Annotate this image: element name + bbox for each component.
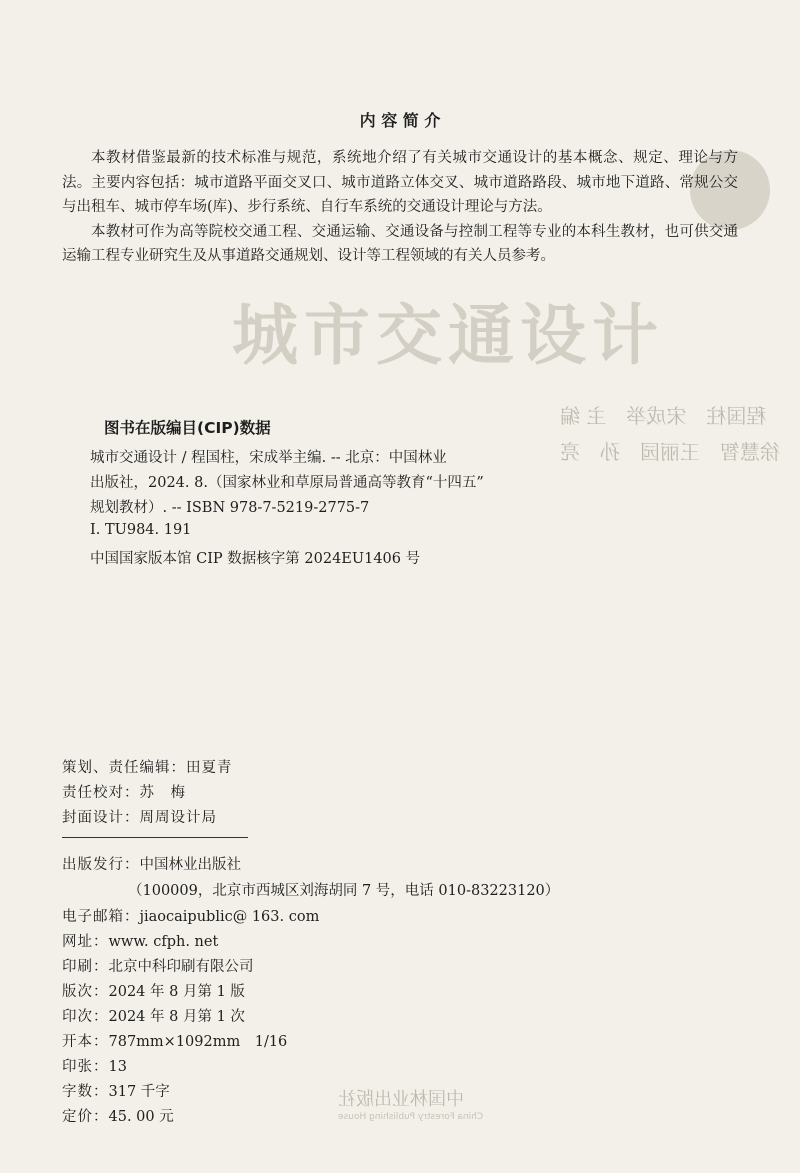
impression-value: 2024 年 8 月第 1 次 <box>108 1009 245 1025</box>
show-through-publisher-cn: 中国林业出版社 <box>338 1089 464 1110</box>
email-row <box>62 905 319 926</box>
words-row <box>62 1080 170 1101</box>
impression-row <box>62 1005 245 1026</box>
website-value: www. cfph. net <box>108 934 219 950</box>
abstract-paragraph-2: 本教材可作为高等院校交通工程、交通运输、交通设备与控制工程等专业的本科生教材，也可供交通运输工程专业研究生及从事道路交通规划、设计等工程领域的有关人员参考。 <box>62 223 738 264</box>
sheets-label: 印张： <box>62 1059 109 1075</box>
staff-planning-editor: 策划、责任编辑：田夏青 <box>62 760 233 776</box>
price-label: 定价： <box>62 1109 109 1125</box>
staff-proofreading: 责任校对：苏 梅 <box>62 785 186 801</box>
publisher-address: （100009，北京市西城区刘海胡同 7 号，电话 010-83223120） <box>128 883 560 899</box>
edition-label: 版次： <box>62 984 109 1000</box>
cip-line-3: 规划教材）. -- ISBN 978-7-5219-2775-7 <box>90 500 370 516</box>
printing-label: 印刷： <box>62 959 109 975</box>
printing-value: 北京中科印刷有限公司 <box>108 959 254 975</box>
abstract-title: 内 容 简 介 <box>359 111 441 130</box>
cip-line-5: 中国国家版本馆 CIP 数据核字第 2024EU1406 号 <box>90 551 421 567</box>
printing-row <box>62 955 254 976</box>
cip-line-1: 城市交通设计 / 程国柱，宋成举主编. -- 北京：中国林业 <box>90 450 447 466</box>
edition-value: 2024 年 8 月第 1 版 <box>108 984 245 1000</box>
show-through-publisher-en: China Forestry Publishing House <box>338 1112 484 1122</box>
abstract-body <box>62 146 738 269</box>
price-row <box>62 1105 174 1126</box>
email-label: 电子邮箱： <box>62 909 140 925</box>
cip-line-2: 出版社，2024. 8.（国家林业和草原局普通高等教育“十四五” <box>90 475 484 491</box>
abstract-paragraph-1: 本教材借鉴最新的技术标准与规范，系统地介绍了有关城市交通设计的基本概念、规定、理论与方法。主要内容包括：城市道路平面交叉口、城市道路立体交叉、城市道路路段、城市地下道路、常规公交与出租车、城市停车场(库)、步行系统、自行车系统的交通设计理论与方法。 <box>62 150 738 215</box>
cip-line-4: Ⅰ. TU984. 191 <box>90 522 192 538</box>
publisher-row <box>62 853 241 874</box>
sheets-value: 13 <box>108 1059 127 1075</box>
words-label: 字数： <box>62 1084 109 1100</box>
show-through-authors-2: 徐慧智 王丽园 孙 亮 <box>560 440 780 464</box>
cip-heading: 图书在版编目(CIP)数据 <box>104 419 271 437</box>
format-value: 787mm×1092mm 1/16 <box>108 1034 288 1050</box>
show-through-book-title: 城市交通设计 <box>232 297 664 374</box>
website-label: 网址： <box>62 934 109 950</box>
format-row <box>62 1030 287 1051</box>
format-label: 开本： <box>62 1034 109 1050</box>
divider-line <box>62 837 248 838</box>
publisher-value: 中国林业出版社 <box>139 857 241 873</box>
staff-cover-design: 封面设计：周周设计局 <box>62 810 217 826</box>
publisher-label: 出版发行： <box>62 857 140 873</box>
email-value: jiaocaipublic@ 163. com <box>139 909 320 925</box>
sheets-row <box>62 1055 127 1076</box>
words-value: 317 千字 <box>108 1084 170 1100</box>
show-through-authors-1: 程国柱 宋成举 主 编 <box>560 404 767 428</box>
website-row <box>62 930 218 951</box>
price-value: 45. 00 元 <box>108 1109 174 1125</box>
edition-row <box>62 980 245 1001</box>
impression-label: 印次： <box>62 1009 109 1025</box>
